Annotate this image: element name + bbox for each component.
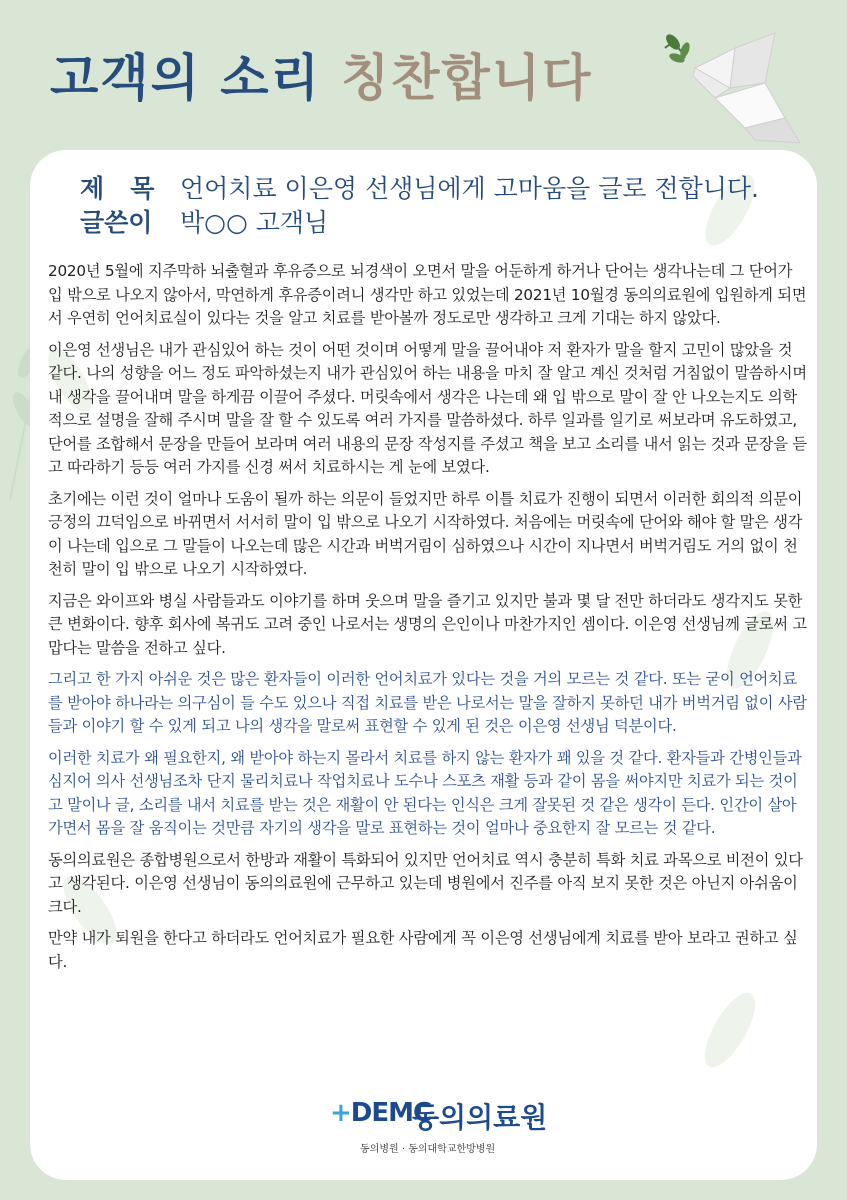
subject-row [80,172,759,206]
author-label: 글쓴이 [80,208,153,237]
paragraph-2: 이은영 선생님은 내가 관심있어 하는 것이 어떤 것이며 어떻게 말을 끌어내야 저 환자가 말을 할지 고민이 많았을 것 같다. 나의 성향을 어느 정도 파악하셨는지 내가 관심있어 하는 내용을 마치 잘 알고 계신 것처럼 거침없이 말씀하시며 내 생각을 끌어내며 말을 하게끔 이끌어 주셨다. 머릿속에서 생각은 나는데 왜 입 밖으로 말이 잘 안 나오는지도 의학적으로 설명을 잘해 주시며 말을 잘 할 수 있도록 여러 가지를 말씀하셨다. 하루 일과를 일기로 써보라며 유도하였고, 단어를 조합해서 문장을 만들어 보라며 여러 내용의 문장 작성지를 주셨고 책을 보고 소리를 내서 읽는 것과 문장을 듣고 따라하기 등등 여러 가지를 신경 써서 치료하시는 게 눈에 보였다. [48,340,807,476]
author-row [80,206,759,240]
content-card [30,150,817,1180]
post-meta [80,172,759,240]
logo-name: 동의의료원 [412,1101,548,1134]
subject-value: 언어치료 이은영 선생님에게 고마움을 글로 전합니다. [180,174,759,203]
origami-dove-icon [655,28,805,148]
paragraph-5: 그리고 한 가지 아쉬운 것은 많은 환자들이 이러한 언어치료가 있다는 것을 거의 모르는 것 같다. 또는 굳이 언어치료를 받아야 하나라는 의구심이 들 수도 있으나 직접 치료를 받은 나로서는 말을 잘하지 못하던 내가 버벅거림 없이 사람들과 이야기 할 수 있게 되고 나의 생각을 말로써 표현할 수 있게 된 것은 이은영 선생님 덕분이다. [48,670,807,735]
paragraph-1: 2020년 5월에 지주막하 뇌출혈과 후유증으로 뇌경색이 오면서 말을 어둔하게 하거나 단어는 생각나는데 그 단어가 입 밖으로 나오지 않아서, 막연하게 후유증이려니 생각만 하고 있었는데 2021년 10월경 동의의료원에 입원하게 되면서 우연히 언어치료실이 있다는 것을 알고 치료를 받아볼까 정도로만 생각하고 크게 기대는 하지 않았다. [48,262,807,327]
header-title-primary: 고객의 소리 [50,49,321,107]
header-title-secondary: 칭찬합니다 [340,49,593,107]
logo-subtitle: 동의병원 · 동의대학교한방병원 [360,1144,496,1155]
paragraph-6: 이러한 치료가 왜 필요한지, 왜 받아야 하는지 몰라서 치료를 하지 않는 환자가 꽤 있을 것 같다. 환자들과 간병인들과 심지어 의사 선생님조차 단지 물리치료나 작업치료나 도수나 스포츠 재활 등과 같이 몸을 써야지만 치료가 되는 것이고 말이나 글, 소리를 내서 치료를 받는 것은 재활이 안 된다는 인식은 크게 잘못된 것 같은 생각이 든다. 인간이 살아가면서 몸을 잘 움직이는 것만큼 자기의 생각을 말로 표현하는 것이 얼마나 중요한지 잘 모르는 것 같다. [48,748,802,837]
subject-label: 제 목 [80,174,155,203]
logo-mark-text: DEMC [350,1098,432,1128]
paragraph-8: 만약 내가 퇴원을 한다고 하더라도 언어치료가 필요한 사람에게 꼭 이은영 선생님에게 치료를 받아 보라고 권하고 싶다. [48,929,798,971]
hospital-logo [330,1098,550,1158]
page-header [50,38,592,118]
paragraph-7: 동의의료원은 종합병원으로서 한방과 재활이 특화되어 있지만 언어치료 역시 충분히 특화 치료 과목으로 비전이 있다고 생각된다. 이은영 선생님이 동의의료원에 근무하고 있는데 병원에서 진주를 아직 보지 못한 것은 아닌지 아쉬움이 크다. [48,850,803,916]
author-value: 박○○ 고객님 [180,208,329,237]
paragraph-3: 초기에는 이런 것이 얼마나 도움이 될까 하는 의문이 들었지만 하루 이틀 치료가 진행이 되면서 이러한 회의적 의문이 긍정의 끄덕임으로 바뀌면서 서서히 말이 입 밖으로 나오기 시작하였다. 처음에는 머릿속에 단어와 해야 할 말은 생각이 나는데 입으로 그 말들이 나오는데 많은 시간과 버벅거림이 심하였으나 시간이 지나면서 버벅거림도 거의 없이 천천히 말이 입 밖으로 나오기 시작하였다. [48,489,803,578]
paragraph-4: 지금은 와이프와 병실 사람들과도 이야기를 하며 웃으며 말을 즐기고 있지만 불과 몇 달 전만 하더라도 생각지도 못한 큰 변화이다. 향후 회사에 복귀도 고려 중인 나로서는 생명의 은인이나 마찬가지인 셈이다. 이은영 선생님께 글로써 고맙다는 말씀을 전하고 싶다. [48,591,807,657]
cross-icon: + [330,1098,351,1128]
letter-body [48,260,808,982]
